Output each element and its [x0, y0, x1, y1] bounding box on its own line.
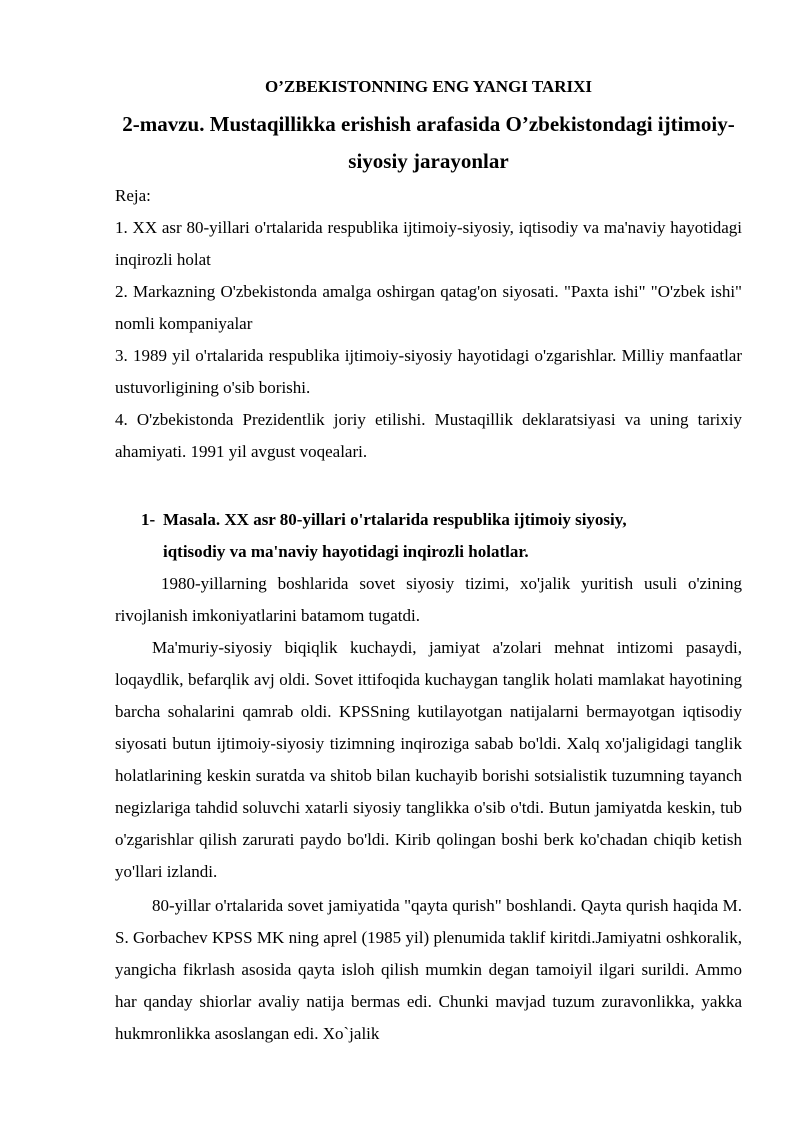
document-subtitle: 2-mavzu. Mustaqillikka erishish arafasida O’zbekistondagi ijtimoiy-siyosiy jarayonlar — [122, 112, 735, 173]
plan-item-4: 4. O'zbekistonda Prezidentlik joriy etilishi. Mustaqillik deklaratsiyasi va uning tarixiy ahamiyati. 1991 yil avgust voqealari. — [115, 410, 742, 461]
section-heading-line2: iqtisodiy va ma'naviy hayotidagi inqirozli holatlar. — [163, 542, 529, 561]
document-title: O’ZBEKISTONNING ENG YANGI TARIXI — [264, 77, 593, 96]
paragraph-3: 80-yillar o'rtalarida sovet jamiyatida "qayta qurish" boshlandi. Qayta qurish haqida M. S. Gorbachev KPSS MK ning aprel (1985 yil) plenumida taklif kiritdi.Jamiyatni oshkoralik, yangicha fikrlash asosida qayta isloh qilish mumkin degan tamoiyil ilgari surildi. Ammo har qanday shiorlar avaliy natija bermas edi. Chunki mavjad tuzum zuravonlikka, yakka hukmronlikka asoslangan edi. Xo`jalik — [115, 896, 742, 1043]
paragraph-1: 1980-yillarning boshlarida sovet siyosiy tizimi, xo'jalik yuritish usuli o'zining rivojlanish imkoniyatlarini batamom tugatdi. — [115, 574, 742, 625]
plan-item-3: 3. 1989 yil o'rtalarida respublika ijtimoiy-siyosiy hayotidagi o'zgarishlar. Milliy manfaatlar ustuvorligining o'sib borishi. — [115, 346, 742, 397]
paragraph-2: Ma'muriy-siyosiy biqiqlik kuchaydi, jamiyat a'zolari mehnat intizomi pasaydi, loqaydlik, befarqlik avj oldi. Sovet ittifoqida kuchaygan tanglik holati mamlakat hayotining barcha sohalarini qamrab oldi. KPSSning kutilayotgan natijalarni bermayotgan iqtisodiy siyosati butun ijtimoiy-siyosiy tizimning inqiroziga sabab bo'ldi. Xalq xo'jaligidagi tanglik holatlarining keskin suratda va shitob bilan kuchayib borishi sotsialistik tuzumning tayanch negizlariga tahdid soluvchi xatarli siyosiy tanglikka o'sib o'tdi. Butun jamiyatda keskin, tub o'zgarishlar qilish zarurati paydo bo'ldi. Kirib qolingan boshi berk ko'chadan chiqib ketish yo'llari izlandi. — [115, 638, 742, 881]
plan-item-2: 2. Markazning O'zbekistonda amalga oshirgan qatag'on siyosati. "Paxta ishi" "O'zbek ishi" nomli kompaniyalar — [115, 282, 742, 333]
section-heading — [141, 504, 701, 568]
section-heading-line1: Masala. XX asr 80-yillari o'rtalarida respublika ijtimoiy siyosiy, — [163, 510, 627, 529]
section-number: 1- — [141, 510, 156, 529]
plan-item-1: 1. XX asr 80-yillari o'rtalarida respublika ijtimoiy-siyosiy, iqtisodiy va ma'naviy hayotidagi inqirozli holat — [115, 218, 742, 269]
plan-heading: Reja: — [115, 186, 151, 205]
